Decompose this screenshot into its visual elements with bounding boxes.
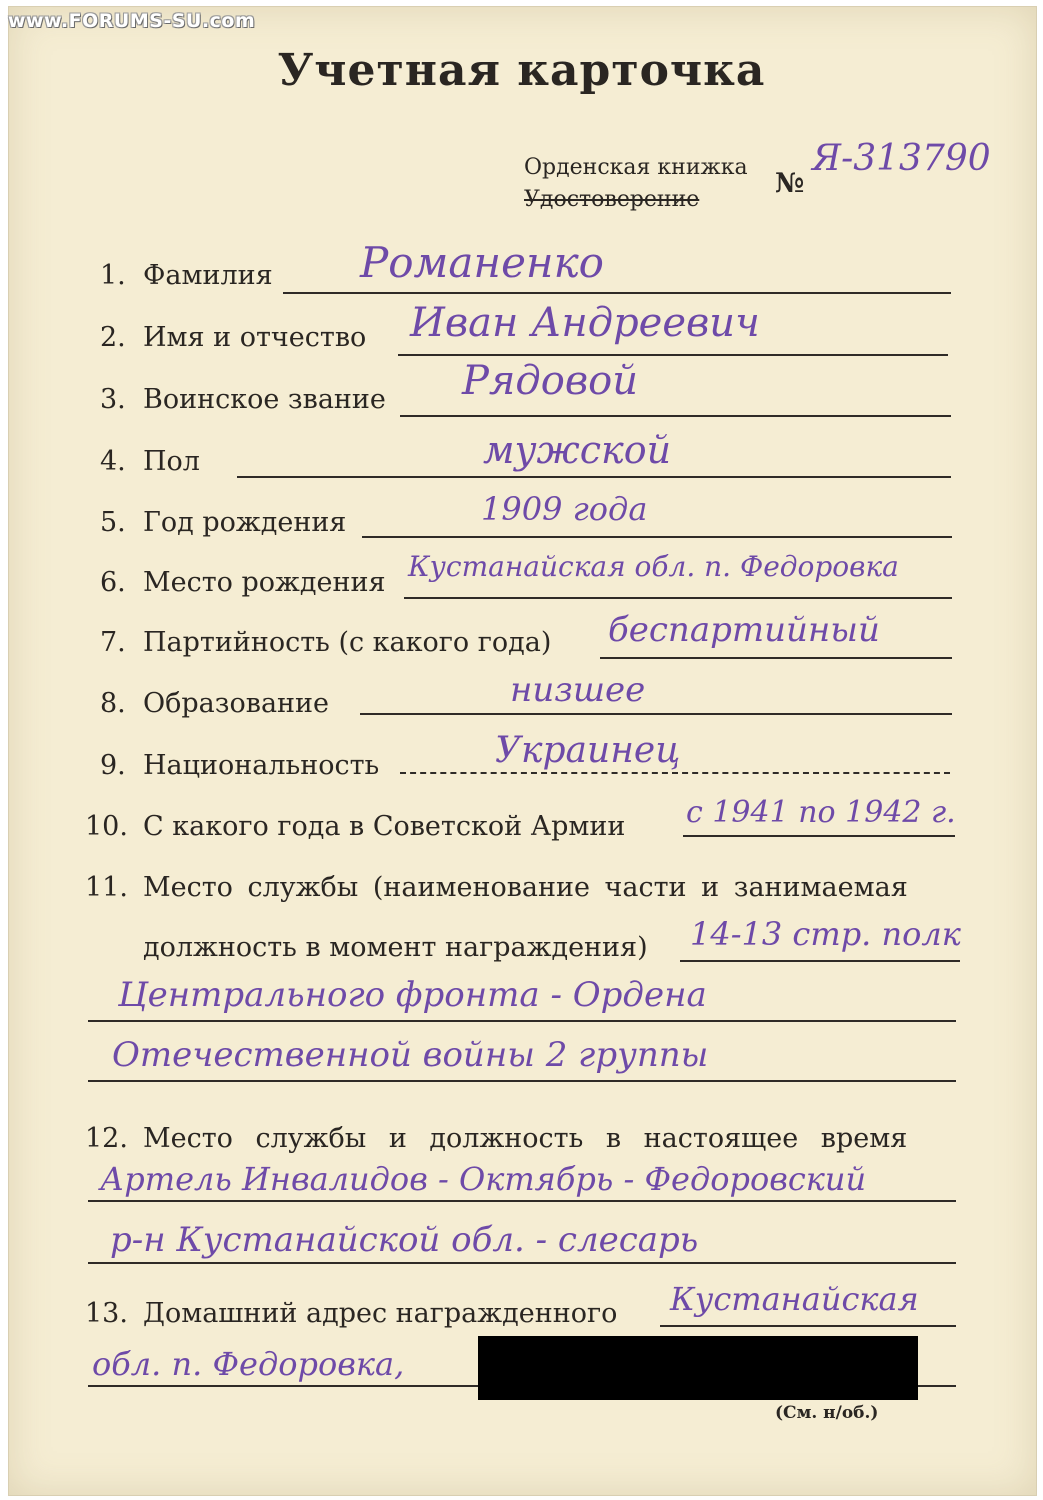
field-5-label: Год рождения: [143, 507, 347, 538]
number-sign: №: [775, 168, 805, 199]
footer-note: (См. н/об.): [775, 1403, 879, 1423]
field-8-number: 8.: [100, 688, 126, 719]
field-1-number: 1.: [100, 260, 126, 291]
field-10-line: [683, 835, 955, 837]
field-5-value: 1909 года: [481, 490, 648, 528]
field-12-value-2: р-н Кустанайской обл. - слесарь: [110, 1220, 699, 1260]
field-11-line-1: [680, 960, 960, 962]
field-13-value-1: Кустанайская: [670, 1280, 919, 1318]
field-11-value-1: 14-13 стр. полк: [690, 915, 961, 953]
field-10-number: 10.: [85, 811, 128, 842]
field-6-number: 6.: [100, 567, 126, 598]
field-7-label: Партийность (с какого года): [143, 627, 552, 658]
field-4-value: мужской: [483, 428, 672, 472]
field-2-number: 2.: [100, 322, 126, 353]
redaction-bar: [478, 1336, 918, 1400]
field-13-label: Домашний адрес награжденного: [143, 1298, 618, 1329]
order-book-label: Орденская книжка: [524, 155, 748, 180]
field-4-number: 4.: [100, 446, 126, 477]
field-2-label: Имя и отчество: [143, 322, 367, 353]
field-9-number: 9.: [100, 750, 126, 781]
field-5-number: 5.: [100, 507, 126, 538]
field-3-value: Рядовой: [462, 358, 638, 404]
field-4-label: Пол: [143, 446, 200, 477]
field-10-value: с 1941 по 1942 г.: [686, 795, 956, 830]
field-12-value-1: Артель Инвалидов - Октябрь - Федоровский: [100, 1160, 867, 1198]
field-7-number: 7.: [100, 627, 126, 658]
field-11-label-2: должность в момент награждения): [143, 932, 648, 963]
certificate-label: Удостоверение: [524, 187, 700, 212]
field-6-line: [404, 597, 952, 599]
field-9-label: Национальность: [143, 750, 380, 781]
field-1-value: Романенко: [360, 238, 604, 287]
field-12-label: Место службы и должность в настоящее время: [143, 1123, 908, 1154]
field-13-line-1: [660, 1325, 956, 1327]
field-11-value-2: Центрального фронта - Ордена: [118, 975, 707, 1015]
field-11-label: Место службы (наименование части и занимаемая: [143, 872, 908, 903]
field-11-line-2: [88, 1020, 956, 1022]
field-7-line: [600, 657, 952, 659]
field-3-number: 3.: [100, 384, 126, 415]
field-13-value-2: обл. п. Федоровка,: [92, 1345, 405, 1383]
field-12-line-1: [88, 1200, 956, 1202]
card-title: Учетная карточка: [277, 45, 766, 96]
field-3-label: Воинское звание: [143, 384, 386, 415]
field-11-value-3: Отечественной войны 2 группы: [112, 1035, 709, 1075]
field-8-value: низшее: [510, 670, 646, 710]
field-8-label: Образование: [143, 688, 330, 719]
field-4-line: [237, 476, 951, 478]
field-6-value: Кустанайская обл. п. Федоровка: [408, 550, 899, 583]
order-book-number: Я-313790: [812, 138, 991, 179]
watermark: www.FORUMS-SU.com: [8, 10, 256, 32]
field-6-label: Место рождения: [143, 567, 386, 598]
field-5-line: [362, 536, 952, 538]
field-13-number: 13.: [85, 1298, 128, 1329]
field-9-value: Украинец: [495, 730, 681, 771]
field-2-value: Иван Андреевич: [410, 300, 760, 346]
field-11-line-3: [88, 1080, 956, 1082]
field-10-label: С какого года в Советской Армии: [143, 811, 626, 842]
field-2-line: [398, 354, 948, 356]
field-3-line: [400, 415, 951, 417]
field-1-label: Фамилия: [143, 260, 273, 291]
field-12-number: 12.: [85, 1123, 128, 1154]
field-1-line: [283, 292, 951, 294]
field-7-value: беспартийный: [608, 610, 880, 650]
field-11-number: 11.: [85, 872, 128, 903]
field-9-line: [400, 772, 950, 774]
field-8-line: [360, 713, 952, 715]
field-12-line-2: [88, 1262, 956, 1264]
